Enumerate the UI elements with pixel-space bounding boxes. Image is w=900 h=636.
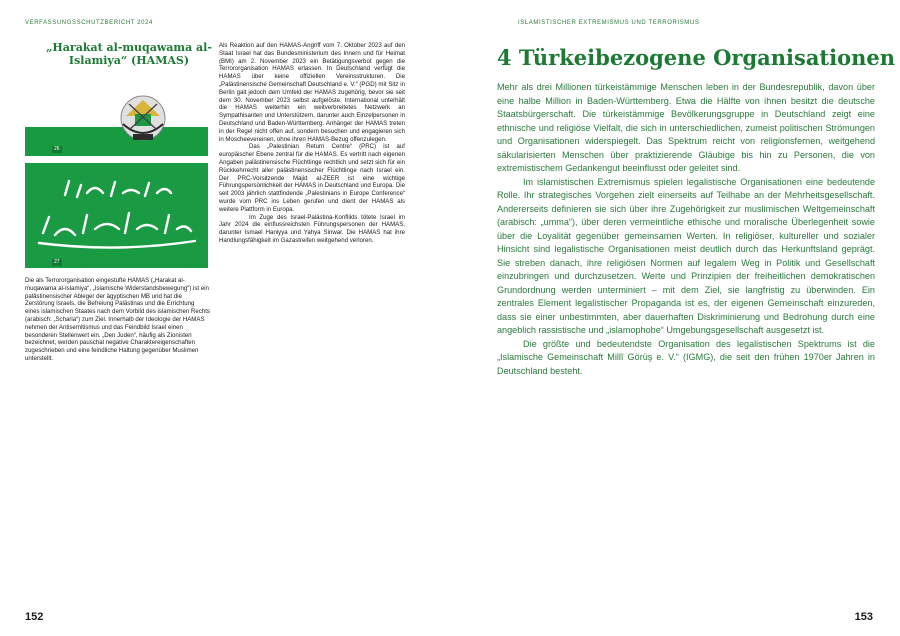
shahada-flag-figure bbox=[25, 163, 208, 268]
chapter-body bbox=[497, 81, 875, 378]
paragraph: Im islamistischen Extremismus spielen legalistische Organisationen eine bedeutende Rolle. Ihr strategisches Vorgehen zielt einerseits auf Teilhabe an der Mehrheitsgesellschaft. Andererseits definieren sie sich über ihre Zugehörigkeit zur muslimischen Weltgemeinschaft (arabisch: „umma“), über deren vermeintliche ethische und moralische Überlegenheit sowie über die Loyalität gegenüber gemeinsamen Werten. In religiöser, kultureller und sozialer Hinsicht sind legalistische Organisationen meist deutlich durch das Herkunftsland geprägt. Sie streben danach, ihre religiösen Normen auf legalem Weg in Politik und Gesellschaft einzubringen und durchzusetzen. Werte und Prinzipien der freiheitlichen demokratischen Grundordnung werden unterminiert – mit dem Ziel, sie langfristig zu überwinden. Ein zentrales Element legalistischer Propaganda ist es, der eigenen Gemeinschaft einzureden, dass sie einer unbestimmten, aber dauerhaften Diskriminierung und Bedrohung durch eine angeblich rassistische und „islamophobe“ Umgebungsgesellschaft ausgesetzt ist. bbox=[497, 176, 875, 335]
shahada-flag-icon bbox=[25, 163, 208, 268]
figure-number: 26 bbox=[54, 146, 60, 152]
paragraph: Das „Palestinian Return Centre“ (PRC) ist auf europäischer Ebene zentral für die HAMAS. Es vertritt nach eigenen Angaben palästinensische Flüchtlinge rechtlich und setzt sich für ein Rückkehrrecht aller palästinensischer Flüchtlinge nach Israel ein. Der PRC-Vorsitzende Majid al-ZEER ist eine wichtige Führungspersönlichkeit der HAMAS in Deutschland und Europa. Die seit 2003 jährlich stattfindende „Palestinians in Europe Conference“ wurde vom PRC ins Leben gerufen und dient der HAMAS als weitere Plattform in Europa. bbox=[219, 143, 405, 213]
paragraph: Im Zuge des Israel-Palästina-Konflikts tötete Israel im Jahr 2024 die einflussreichsten Führungspersonen der HAMAS, darunter Ismael Haniyya und Yahya Sinwar. Die HAMAS hat ihre Handlungsfähigkeit im Gazastreifen weitgehend verloren. bbox=[219, 213, 405, 244]
hamas-flag-figure bbox=[25, 78, 208, 156]
figure-number: 27 bbox=[54, 259, 60, 265]
running-head-right: ISLAMISTISCHER EXTREMISMUS UND TERRORISMUS bbox=[518, 20, 700, 26]
figure-caption: Die als Terrororganisation eingestufte HAMAS („Harakat al-muqawama al-Islamiya“, „Islamische Widerstandsbewegung“) ist ein palästinensischer Ableger der ägyptischen MB und hat die Zerstörung Israels, die Befreiung Palästinas und die Errichtung eines islamischen Staates nach dem Vorbild des islamischen Rechts (arabisch: „Scharia“) zum Ziel. Innerhalb der Ideologie der HAMAS nehmen der Antisemitismus und das Feindbild Israel einen besonderen Stellenwert ein. „Den Juden“, häufig als Zionisten bezeichnet, werden pauschal negative Charaktereigenschaften zugeschrieben und eine feindliche Haltung gegenüber Muslimen unterstellt. bbox=[25, 277, 210, 362]
paragraph: Mehr als drei Millionen türkeistämmige Menschen leben in der Bundesrepublik, davon über eine halbe Million in Baden-Württemberg. Etwa die Hälfte von ihnen besitzt die deutsche Staatsbürgerschaft. Die türkeistämmige Bevölkerungsgruppe in Deutschland zeigt eine ethnische und religiöse Vielfalt, die sich in unterschiedlichen, zumeist politischen Strömungen und Organisationen widerspiegelt. Das Spektrum reicht von religionsfernen, weitgehend säkularisierten Menschen über praktizierende Gläubige bis hin zu Personen, die von extremistischem Gedankengut beeinflusst oder geleitet sind. bbox=[497, 82, 875, 173]
paragraph: Als Reaktion auf den HAMAS-Angriff vom 7. Oktober 2023 auf den Staat Israel hat das Bundesministerium des Innern und für Heimat (BMI) am 2. November 2023 ein Betätigungsverbot gegen die Terrororganisation HAMAS erlassen. In Deutschland verfügt die HAMAS über keine offiziellen Vereinsstrukturen. Die „Palästinensische Gemeinschaft Deutschland e. V.“ (PGD) mit Sitz in Berlin galt jedoch dem Umfeld der HAMAS zugehörig, bevor sie seit dem 30. November 2023 selbst aufgelöste. International unterhält die HAMAS weiterhin ein weitverbreitetes Netzwerk an Sympathisanten und Unterstützern, darunter auch Einzelpersonen in Deutschland und Baden-Württemberg. Anhänger der HAMAS treten in der Regel nicht offen auf, sondern besuchen und engagieren sich in Moscheevereinen, ohne ihren HAMAS-Bezug offenzulegen. bbox=[219, 42, 405, 143]
running-head-left: VERFASSUNGSSCHUTZBERICHT 2024 bbox=[25, 20, 153, 26]
section-title: „Harakat al-muqawama al-Islamiya“ (HAMAS) bbox=[46, 41, 212, 67]
page-number-left: 152 bbox=[25, 611, 44, 623]
hamas-emblem-icon bbox=[25, 78, 208, 156]
chapter-title: 4 Türkeibezogene Organisationen bbox=[497, 45, 896, 70]
page-number-right: 153 bbox=[854, 611, 873, 623]
hamas-text-column bbox=[219, 42, 405, 245]
paragraph: Die größte und bedeutendste Organisation des legalistischen Spektrums ist die „Islamische Gemeinschaft Millî Görüş e. V.“ (IGMG), die seit den frühen 1970er Jahren in Deutschland besteht. bbox=[497, 338, 875, 376]
